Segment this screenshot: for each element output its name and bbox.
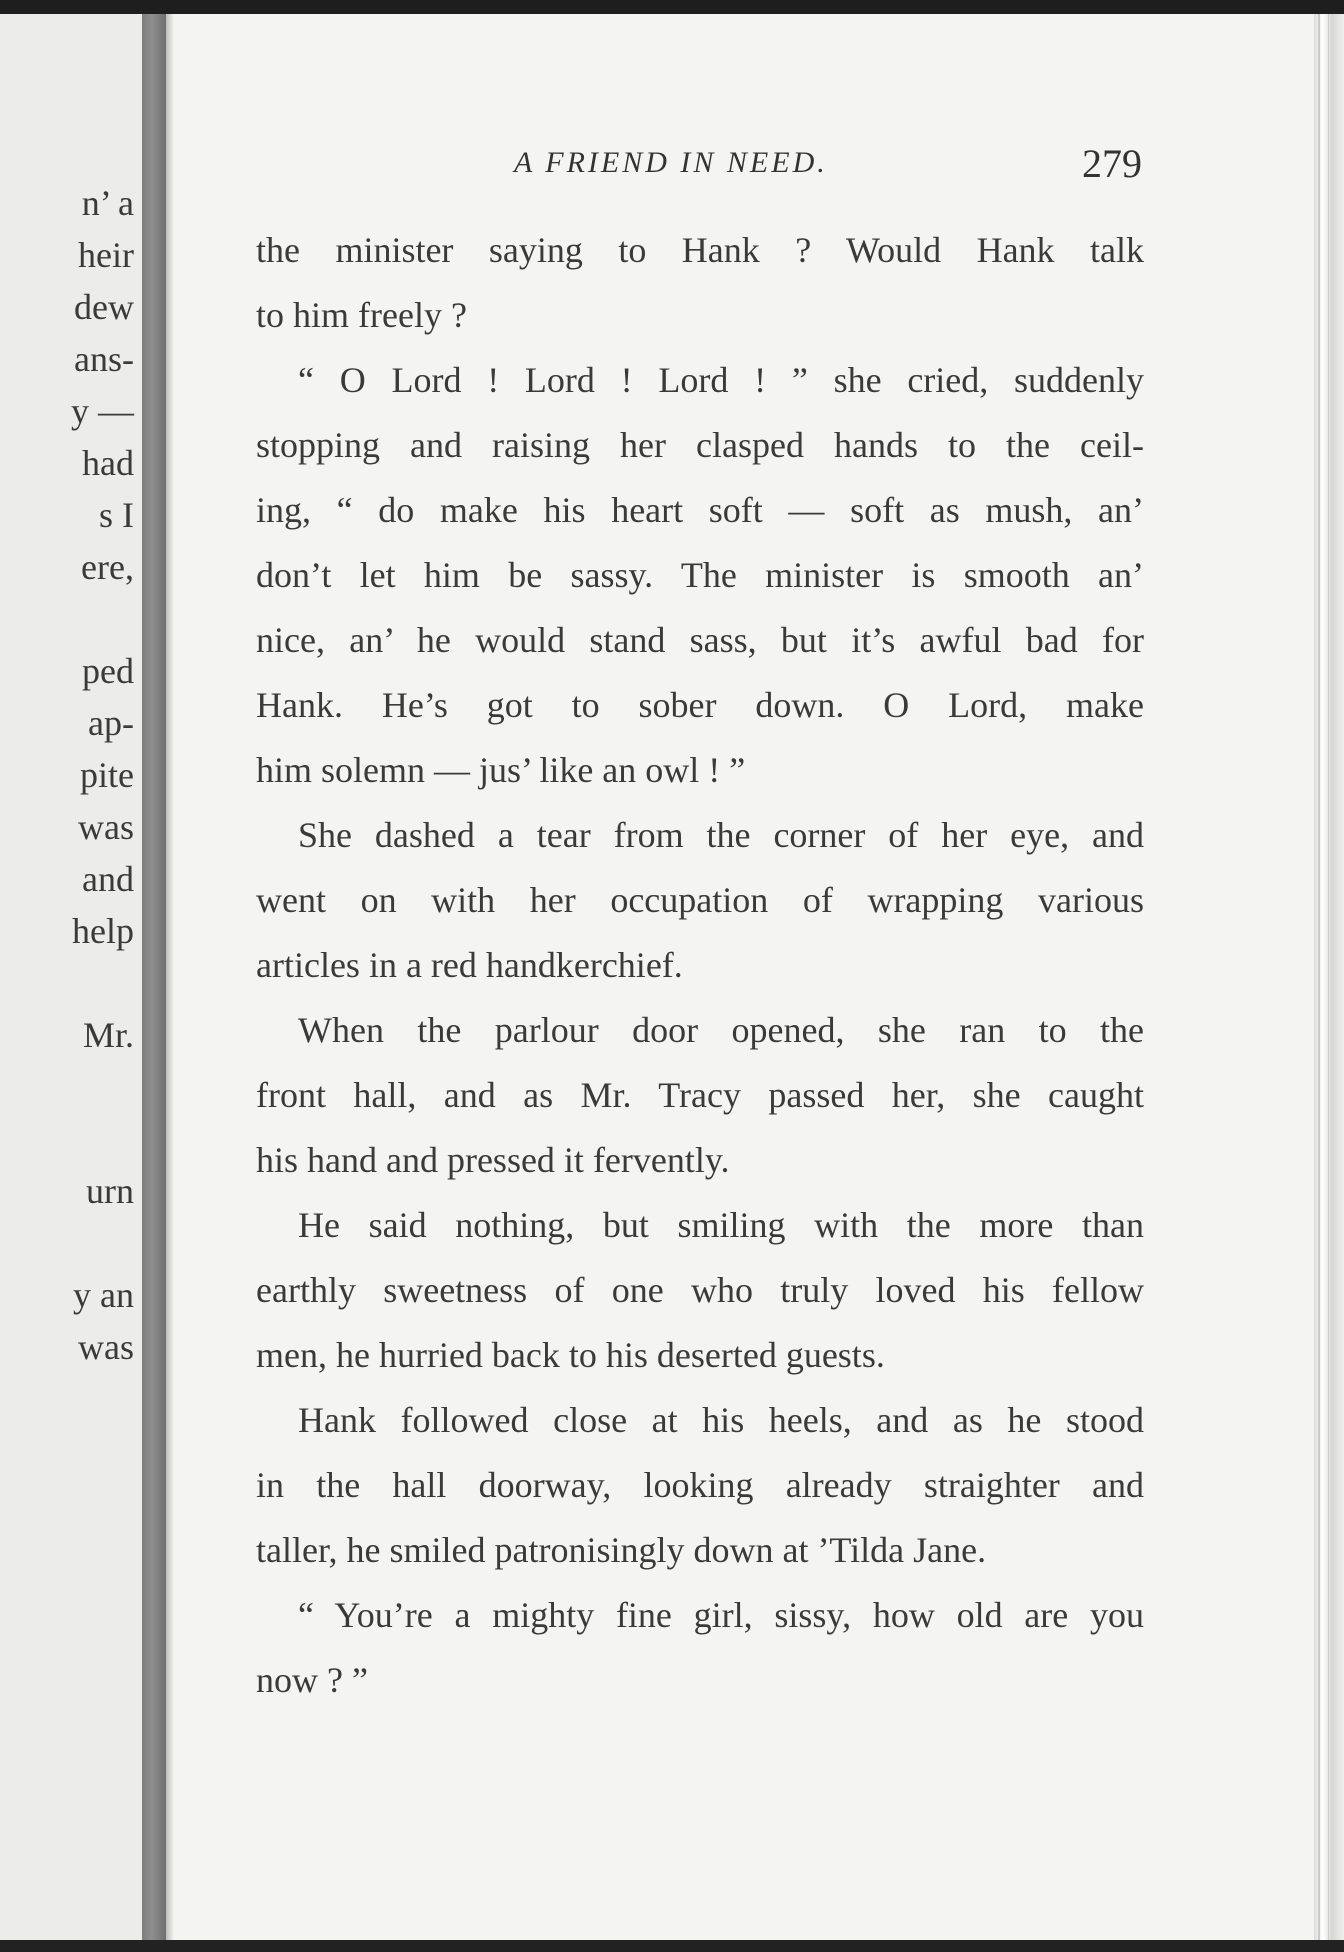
text-line: front hall, and as Mr. Tracy passed her, she caught (256, 1075, 1144, 1115)
text-line: him solemn — jus’ like an owl ! ” (256, 750, 746, 790)
facing-page-fragment: y an (73, 1275, 134, 1315)
body-text (256, 218, 1144, 1713)
text-line: the minister saying to Hank ? Would Hank talk (256, 230, 1144, 270)
facing-page-fragment: help (72, 911, 134, 951)
paragraph (256, 348, 1144, 803)
text-line: “ You’re a mighty fine girl, sissy, how old are you (298, 1595, 1144, 1635)
page-edges (1314, 14, 1344, 1940)
running-title: A FRIEND IN NEED. (514, 146, 828, 179)
facing-page-fragment: ere, (81, 547, 134, 587)
facing-page-fragment: y — (71, 391, 134, 431)
text-line: in the hall doorway, looking already straighter and (256, 1465, 1144, 1505)
facing-page-fragment: and (82, 859, 134, 899)
text-line: He said nothing, but smiling with the more than (298, 1205, 1144, 1245)
facing-page-left (0, 14, 142, 1940)
text-line: articles in a red handkerchief. (256, 945, 683, 985)
facing-page-fragment: urn (86, 1171, 134, 1211)
facing-page-fragment: ped (82, 651, 134, 691)
paragraph (256, 218, 1144, 348)
text-line: She dashed a tear from the corner of her eye, and (298, 815, 1144, 855)
facing-page-fragment: heir (78, 235, 134, 275)
paragraph (256, 998, 1144, 1193)
text-line: When the parlour door opened, she ran to the (298, 1010, 1144, 1050)
text-line: nice, an’ he would stand sass, but it’s awful bad for (256, 620, 1144, 660)
text-line: Hank followed close at his heels, and as he stood (298, 1400, 1144, 1440)
text-line: men, he hurried back to his deserted guests. (256, 1335, 885, 1375)
text-line: “ O Lord ! Lord ! Lord ! ” she cried, suddenly (298, 360, 1144, 400)
paragraph (256, 1388, 1144, 1583)
paragraph (256, 803, 1144, 998)
facing-page-fragment: had (82, 443, 134, 483)
facing-page-fragment: ans- (74, 339, 134, 379)
scan-border (0, 1940, 1344, 1952)
text-line: now ? ” (256, 1660, 368, 1700)
facing-page-fragment: n’ a (81, 183, 134, 223)
page-number: 279 (1082, 141, 1142, 186)
text-line: don’t let him be sassy. The minister is smooth an’ (256, 555, 1144, 595)
text-line: to him freely ? (256, 295, 467, 335)
facing-page-fragment: ap- (88, 703, 134, 743)
facing-page-fragment: dew (74, 287, 134, 327)
facing-page-fragment: was (78, 1327, 134, 1367)
text-line: ing, “ do make his heart soft — soft as mush, an’ (256, 490, 1144, 530)
text-line: went on with her occupation of wrapping various (256, 880, 1144, 920)
gutter-shadow (166, 14, 174, 1940)
text-line: his hand and pressed it fervently. (256, 1140, 730, 1180)
text-line: stopping and raising her clasped hands to the ceil- (256, 425, 1144, 465)
paragraph (256, 1193, 1144, 1388)
facing-page-fragment: Mr. (82, 1015, 134, 1055)
book-spine (142, 14, 166, 1940)
text-line: Hank. He’s got to sober down. O Lord, make (256, 685, 1144, 725)
text-line: taller, he smiled patronisingly down at ’Tilda Jane. (256, 1530, 987, 1570)
facing-page-fragment: pite (80, 755, 134, 795)
facing-page-fragment: s I (99, 495, 134, 535)
facing-page-fragment: was (78, 807, 134, 847)
paragraph (256, 1583, 1144, 1713)
text-line: earthly sweetness of one who truly loved his fellow (256, 1270, 1144, 1310)
